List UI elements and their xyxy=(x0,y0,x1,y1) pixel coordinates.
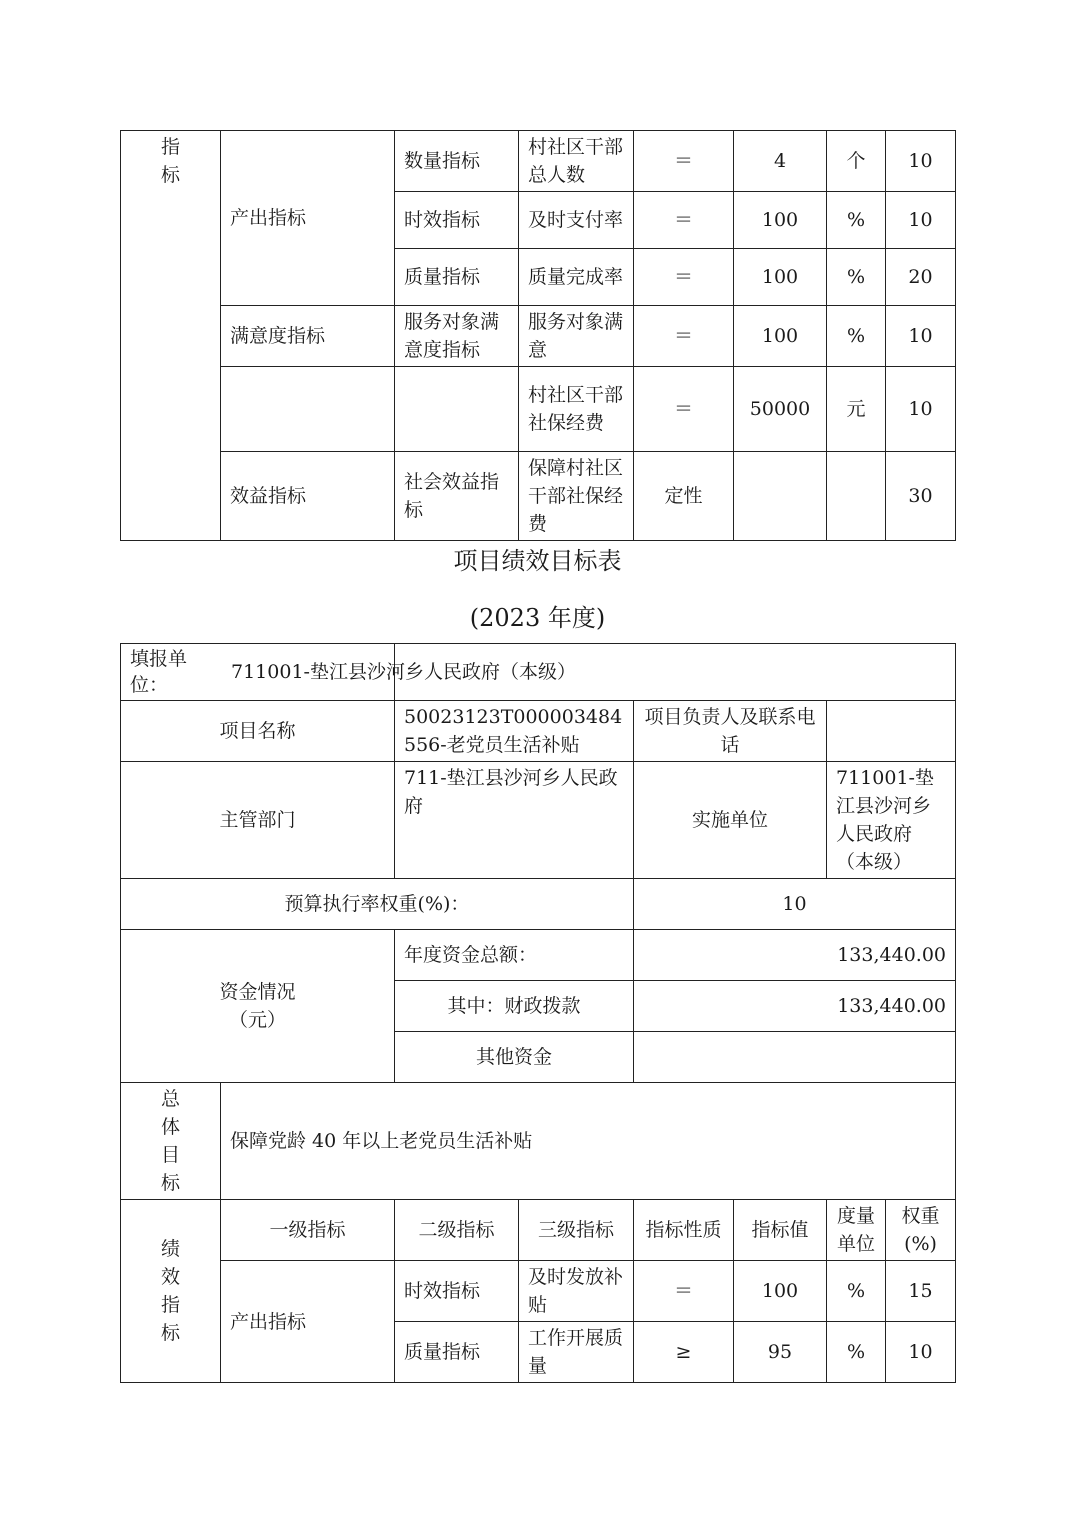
contact-value xyxy=(827,701,956,762)
dept-label: 主管部门 xyxy=(121,762,395,879)
empty-level1-cell xyxy=(221,367,395,452)
header-unit: 度量单位 xyxy=(827,1200,886,1261)
unit-cell: % xyxy=(827,192,886,249)
fiscal-label: 其中：财政拨款 xyxy=(395,981,634,1032)
fill-unit-value: 711001-垫江县沙河乡人民政府（本级） xyxy=(231,661,576,683)
project-name-value: 50023123T000003484556-老党员生活补贴 xyxy=(395,701,634,762)
fill-unit-label: 填报单位： xyxy=(130,648,188,696)
perf-label: 绩效指标 xyxy=(160,1238,180,1344)
unit-cell: 个 xyxy=(827,131,886,192)
nature-cell: 定性 xyxy=(634,452,734,541)
header-level1: 一级指标 xyxy=(221,1200,395,1261)
indicator-table-continued xyxy=(120,130,956,541)
unit-cell: % xyxy=(827,1261,886,1322)
unit-cell: 元 xyxy=(827,367,886,452)
level2-cell: 数量指标 xyxy=(395,131,519,192)
budget-rate-label: 预算执行率权重(%)： xyxy=(121,879,634,930)
level3-cell: 服务对象满意 xyxy=(519,306,634,367)
other-funds-label: 其他资金 xyxy=(395,1032,634,1083)
level3-cell: 及时发放补贴 xyxy=(519,1261,634,1322)
annual-total-label: 年度资金总额： xyxy=(395,930,634,981)
impl-value: 711001-垫江县沙河乡人民政府（本级） xyxy=(827,762,956,879)
performance-target-table xyxy=(120,643,956,1383)
level3-cell: 村社区干部总人数 xyxy=(519,131,634,192)
budget-rate-value: 10 xyxy=(634,879,956,930)
header-nature: 指标性质 xyxy=(634,1200,734,1261)
other-funds-value xyxy=(634,1032,956,1083)
project-name-label: 项目名称 xyxy=(121,701,395,762)
weight-cell: 20 xyxy=(886,249,956,306)
perf-label-cell xyxy=(121,1200,221,1383)
unit-cell: % xyxy=(827,249,886,306)
nature-cell: ＝ xyxy=(634,131,734,192)
level2-cell: 服务对象满意度指标 xyxy=(395,306,519,367)
funds-label-cell xyxy=(121,930,395,1083)
value-cell: 95 xyxy=(734,1322,827,1383)
page-subtitle: (2023 年度) xyxy=(469,604,606,632)
level1-label-cell xyxy=(121,131,221,541)
header-value: 指标值 xyxy=(734,1200,827,1261)
nature-cell: ＝ xyxy=(634,367,734,452)
level2-cell: 质量指标 xyxy=(395,249,519,306)
header-level3: 三级指标 xyxy=(519,1200,634,1261)
level3-cell: 质量完成率 xyxy=(519,249,634,306)
level3-cell: 村社区干部社保经费 xyxy=(519,367,634,452)
unit-cell: % xyxy=(827,1322,886,1383)
annual-total-value: 133,440.00 xyxy=(634,930,956,981)
level3-cell: 工作开展质量 xyxy=(519,1322,634,1383)
value-cell: 100 xyxy=(734,306,827,367)
weight-cell: 10 xyxy=(886,131,956,192)
level3-cell: 及时支付率 xyxy=(519,192,634,249)
contact-label: 项目负责人及联系电话 xyxy=(634,701,827,762)
weight-cell: 10 xyxy=(886,306,956,367)
value-cell: 4 xyxy=(734,131,827,192)
unit-cell xyxy=(827,452,886,541)
benefit-indicator-cell: 效益指标 xyxy=(221,452,395,541)
weight-cell: 15 xyxy=(886,1261,956,1322)
level2-cell: 质量指标 xyxy=(395,1322,519,1383)
goal-label-cell xyxy=(121,1083,221,1200)
weight-cell: 10 xyxy=(886,192,956,249)
value-cell: 50000 xyxy=(734,367,827,452)
unit-cell: % xyxy=(827,306,886,367)
output-indicator-cell: 产出指标 xyxy=(221,1261,395,1383)
value-cell: 100 xyxy=(734,1261,827,1322)
nature-cell: ＝ xyxy=(634,249,734,306)
level2-cell: 社会效益指标 xyxy=(395,452,519,541)
fill-unit-value-cell xyxy=(231,644,956,701)
page-title: 项目绩效目标表 xyxy=(453,547,622,575)
weight-cell: 10 xyxy=(886,1322,956,1383)
dept-value: 711-垫江县沙河乡人民政府 xyxy=(395,762,634,879)
header-weight: 权重(%) xyxy=(886,1200,956,1261)
goal-value: 保障党龄 40 年以上老党员生活补贴 xyxy=(221,1083,956,1200)
satisfaction-indicator-cell: 满意度指标 xyxy=(221,306,395,367)
value-cell: 100 xyxy=(734,192,827,249)
nature-cell: ＝ xyxy=(634,306,734,367)
goal-label: 总体目标 xyxy=(160,1088,180,1194)
level2-cell: 时效指标 xyxy=(395,1261,519,1322)
nature-cell: ＝ xyxy=(634,192,734,249)
level1-label: 指标 xyxy=(160,136,180,186)
fiscal-value: 133,440.00 xyxy=(634,981,956,1032)
level2-cell xyxy=(395,367,519,452)
header-level2: 二级指标 xyxy=(395,1200,519,1261)
nature-cell: ＝ xyxy=(634,1261,734,1322)
level3-cell: 保障村社区干部社保经费 xyxy=(519,452,634,541)
output-indicator-cell: 产出指标 xyxy=(221,131,395,306)
nature-cell: ≥ xyxy=(634,1322,734,1383)
funds-label: 资金情况（元） xyxy=(219,981,296,1031)
level2-cell: 时效指标 xyxy=(395,192,519,249)
value-cell: 100 xyxy=(734,249,827,306)
value-cell xyxy=(734,452,827,541)
weight-cell: 30 xyxy=(886,452,956,541)
weight-cell: 10 xyxy=(886,367,956,452)
impl-label: 实施单位 xyxy=(634,762,827,879)
